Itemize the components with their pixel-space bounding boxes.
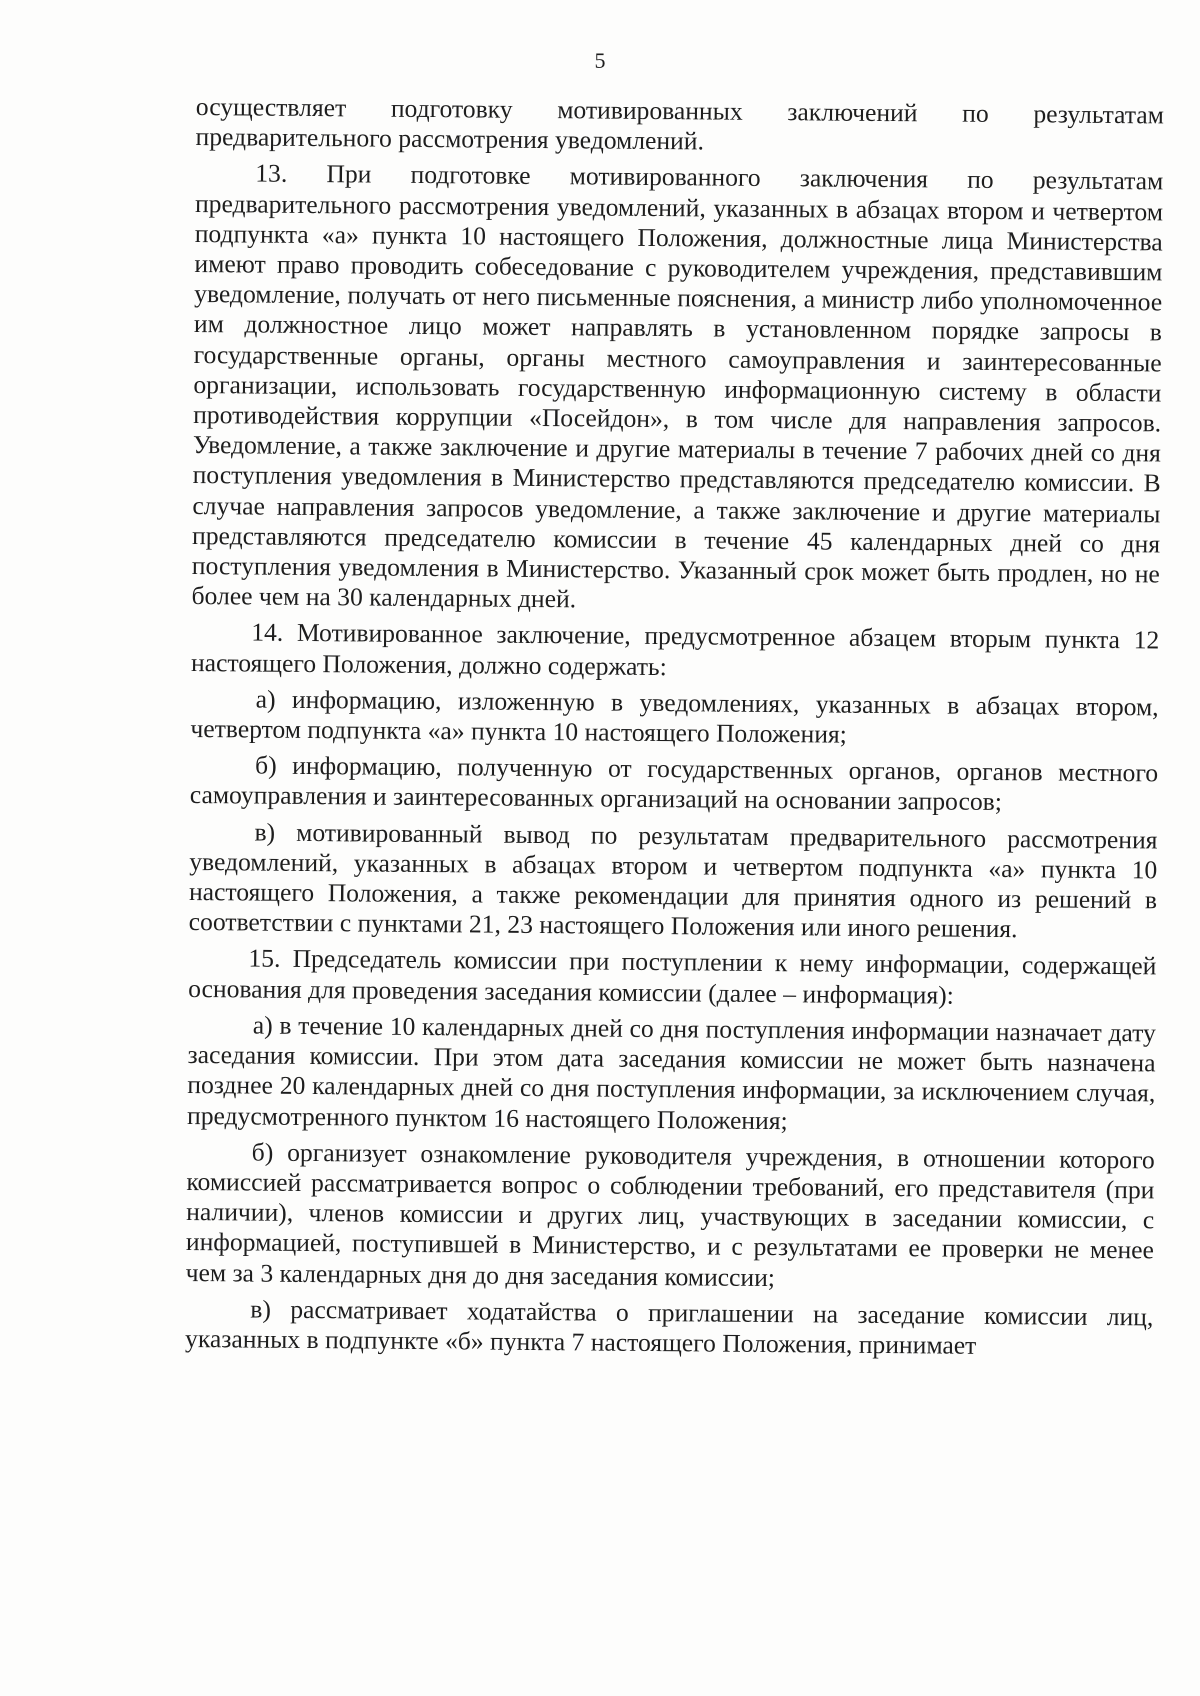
paragraph-15-v: в) рассматривает ходатайства о приглашении на заседание комиссии лиц, указанных в подпункте «б» пункта 7 настоящего Положения, принимает [184, 1294, 1154, 1360]
paragraph-15: 15. Председатель комиссии при поступлении к нему информации, содержащей основания для проведения заседания комиссии (далее – информация): [188, 943, 1157, 1010]
page-number: 5 [594, 48, 606, 73]
paragraph-14-v: в) мотивированный вывод по результатам предварительного рассмотрения уведомлений, указанных в абзацах втором и четвертом подпункта «а» пункта 10 настоящего Положения, а также рекомендации для принятия одного из решений в соответствии с пунктами 21, 23 настоящего Положения или иного решения. [188, 817, 1158, 944]
paragraph-14-b: б) информацию, полученную от государственных органов, органов местного самоуправления и заинтересованных организаций на основании запросов; [189, 750, 1159, 817]
paragraph-14-a: а) информацию, изложенную в уведомлениях, указанных в абзацах втором, четвертом подпункта «а» пункта 10 настоящего Положения; [190, 684, 1159, 749]
paragraph-12-continuation: осуществляет подготовку мотивированных заключений по результатам предварительного рассмотрения уведомлений. [195, 92, 1164, 156]
paragraph-15-b: б) организует ознакомление руководителя учреждения, в отношении которого комиссией рассматривается вопрос о соблюдении требований, его представителя (при наличии), членов комиссии и других лиц, участвующих в заседании комиссии, с информацией, поступившей в Министерство, и с результатами ее проверки не менее чем за 3 календарных дня до дня заседания комиссии; [185, 1137, 1155, 1292]
paragraph-14: 14. Мотивированное заключение, предусмотренное абзацем вторым пункта 12 настоящего Положения, должно содержать: [190, 617, 1160, 681]
document-body [185, 92, 1164, 1369]
paragraph-13: 13. При подготовке мотивированного заключения по результатам предварительного рассмотрения уведомлений, указанных в абзацах втором и четвертом подпункта «а» пункта 10 настоящего Положения, должностные лица Министерства имеют право проводить собеседование с руководителем учреждения, представившим уведомление, получать от него письменные пояснения, а министр либо уполномоченное им должностное лицо может направлять в установленном порядке запросы в государственные органы, органы местного самоуправления и заинтересованные организации, использовать государственную информационную систему в области противодействия коррупции «Посейдон», в том числе для направления запросов. Уведомление, а также заключение и другие материалы в течение 7 рабочих дней со дня поступления уведомления в Министерство представляются председателю комиссии. В случае направления запросов уведомление, а также заключение и другие материалы представляются председателю комиссии в течение 45 календарных дней со дня поступления уведомления в Министерство. Указанный срок может быть продлен, но не более чем на 30 календарных дней. [191, 158, 1164, 614]
paragraph-15-a: а) в течение 10 календарных дней со дня поступления информации назначает дату заседания комиссии. При этом дата заседания комиссии не может быть назначена позднее 20 календарных дней со дня поступления информации, за исключением случая, предусмотренного пунктом 16 настоящего Положения; [186, 1010, 1156, 1135]
